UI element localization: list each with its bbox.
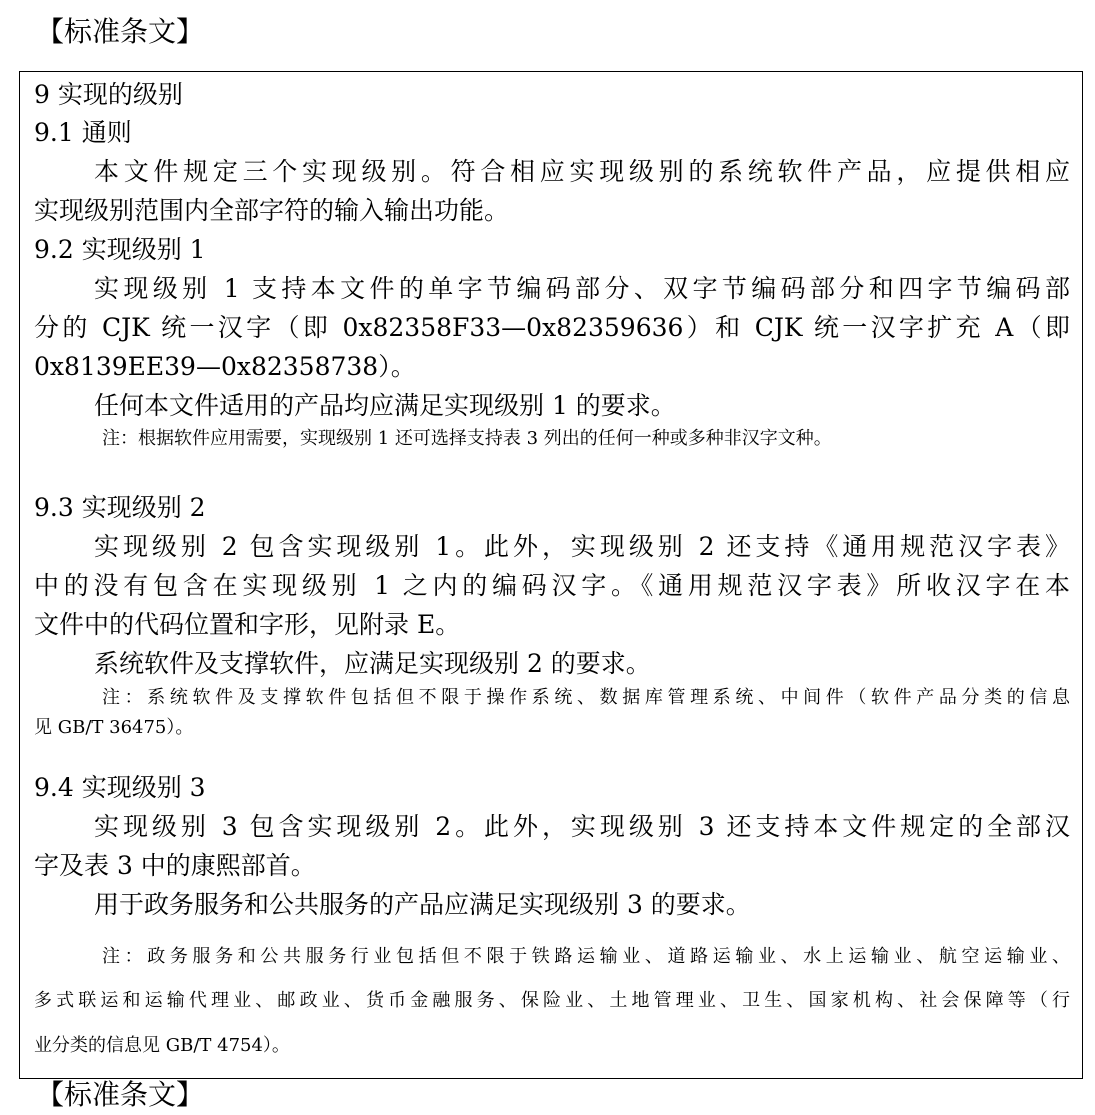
section-9-3-paragraph-line-3: 文件中的代码位置和字形，见附录 E。	[34, 610, 461, 639]
section-9-2-note: 注：根据软件应用需要，实现级别 1 还可选择支持表 3 列出的任何一种或多种非汉字文种。	[102, 428, 832, 449]
section-9-3-paragraph-line-2: 中的没有包含在实现级别 1 之内的编码汉字。《通用规范汉字表》所收汉字在本	[34, 571, 1070, 600]
section-9-3-paragraph-line-1: 实现级别 2 包含实现级别 1。此外，实现级别 2 还支持《通用规范汉字表》	[94, 532, 1070, 561]
section-9-2-paragraph-2: 任何本文件适用的产品均应满足实现级别 1 的要求。	[94, 391, 676, 420]
section-9-2-paragraph-line-1: 实现级别 1 支持本文件的单字节编码部分、双字节编码部分和四字节编码部	[94, 274, 1070, 303]
section-9-4-note-line-1: 注：政务服务和公共服务行业包括但不限于铁路运输业、道路运输业、水上运输业、航空运输业、	[102, 946, 1070, 967]
section-9-1-title: 9.1 通则	[34, 118, 132, 147]
section-9-4-note-line-3: 业分类的信息见 GB/T 4754）。	[34, 1035, 290, 1056]
section-heading: 【标准条文】	[36, 15, 205, 48]
section-9-3-note-line-1: 注：系统软件及支撑软件包括但不限于操作系统、数据库管理系统、中间件（软件产品分类的信息	[102, 687, 1070, 708]
section-9-4-note-line-2: 多式联运和运输代理业、邮政业、货币金融服务、保险业、土地管理业、卫生、国家机构、社会保障等（行	[34, 990, 1070, 1011]
section-9-title: 9 实现的级别	[34, 80, 183, 109]
section-9-4-paragraph-line-1: 实现级别 3 包含实现级别 2。此外，实现级别 3 还支持本文件规定的全部汉	[94, 812, 1070, 841]
section-9-3-note-line-2: 见 GB/T 36475）。	[34, 717, 194, 738]
section-9-4-paragraph-2: 用于政务服务和公共服务的产品应满足实现级别 3 的要求。	[94, 890, 751, 919]
section-9-3-title: 9.3 实现级别 2	[34, 493, 206, 522]
section-9-3-paragraph-2: 系统软件及支撑软件，应满足实现级别 2 的要求。	[94, 649, 651, 678]
section-9-1-paragraph-line-1: 本文件规定三个实现级别。符合相应实现级别的系统软件产品，应提供相应	[94, 157, 1070, 186]
section-9-4-paragraph-line-2: 字及表 3 中的康熙部首。	[34, 851, 316, 880]
section-9-4-title: 9.4 实现级别 3	[34, 773, 206, 802]
section-9-2-paragraph-line-2: 分的 CJK 统一汉字（即 0x82358F33—0x82359636）和 CJK 统一汉字扩充 A（即	[34, 313, 1070, 342]
next-section-heading-cut: 【标准条文】	[36, 1078, 205, 1111]
section-9-1-paragraph-line-2: 实现级别范围内全部字符的输入输出功能。	[34, 196, 510, 225]
section-9-2-paragraph-line-3: 0x8139EE39—0x82358738）。	[34, 352, 416, 381]
section-9-2-title: 9.2 实现级别 1	[34, 235, 206, 264]
